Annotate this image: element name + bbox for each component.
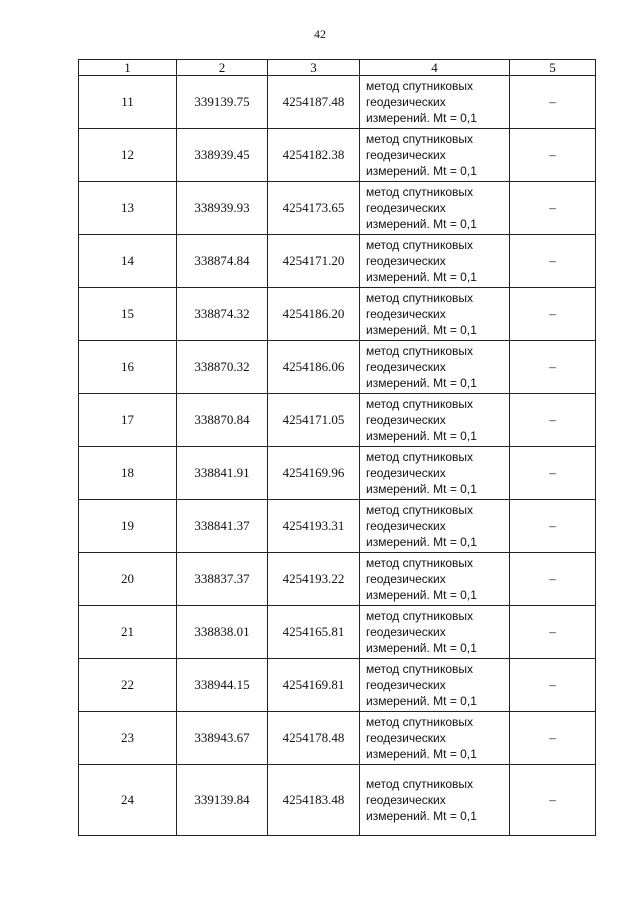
point-number-cell: 15 bbox=[79, 288, 177, 341]
table-row bbox=[79, 76, 596, 129]
table-row bbox=[79, 394, 596, 447]
table-row bbox=[79, 341, 596, 394]
x-coordinate-cell: 338939.93 bbox=[177, 182, 268, 235]
table-header-row bbox=[79, 60, 596, 76]
y-coordinate-cell: 4254186.06 bbox=[268, 341, 360, 394]
method-cell bbox=[360, 712, 510, 765]
x-coordinate-cell: 338939.45 bbox=[177, 129, 268, 182]
method-line: геодезических bbox=[366, 254, 446, 268]
x-coordinate-cell: 338841.37 bbox=[177, 500, 268, 553]
header-col-5: 5 bbox=[510, 60, 596, 76]
method-line: метод спутниковых bbox=[366, 185, 474, 199]
method-cell bbox=[360, 235, 510, 288]
note-cell: – bbox=[510, 235, 596, 288]
y-coordinate-cell: 4254182.38 bbox=[268, 129, 360, 182]
method-line: метод спутниковых bbox=[366, 291, 474, 305]
method-line: измерений. Mt = 0,1 bbox=[366, 270, 477, 284]
point-number-cell: 18 bbox=[79, 447, 177, 500]
method-line: измерений. Mt = 0,1 bbox=[366, 641, 477, 655]
table-row bbox=[79, 447, 596, 500]
table-body bbox=[79, 76, 596, 836]
note-cell: – bbox=[510, 288, 596, 341]
method-line: геодезических bbox=[366, 466, 446, 480]
method-line: метод спутниковых bbox=[366, 503, 474, 517]
table-row bbox=[79, 606, 596, 659]
method-line: измерений. Mt = 0,1 bbox=[366, 482, 477, 496]
method-line: геодезических bbox=[366, 625, 446, 639]
note-cell: – bbox=[510, 659, 596, 712]
x-coordinate-cell: 338870.84 bbox=[177, 394, 268, 447]
note-cell: – bbox=[510, 712, 596, 765]
point-number-cell: 16 bbox=[79, 341, 177, 394]
y-coordinate-cell: 4254165.81 bbox=[268, 606, 360, 659]
page-number: 42 bbox=[314, 27, 326, 41]
point-number-cell: 17 bbox=[79, 394, 177, 447]
method-line: геодезических bbox=[366, 95, 446, 109]
table-row bbox=[79, 659, 596, 712]
point-number-cell: 13 bbox=[79, 182, 177, 235]
table-row bbox=[79, 182, 596, 235]
note-cell: – bbox=[510, 129, 596, 182]
method-line: геодезических bbox=[366, 201, 446, 215]
table-row bbox=[79, 553, 596, 606]
header-col-2: 2 bbox=[177, 60, 268, 76]
method-line: измерений. Mt = 0,1 bbox=[366, 694, 477, 708]
method-line: метод спутниковых bbox=[366, 397, 474, 411]
point-number-cell: 19 bbox=[79, 500, 177, 553]
y-coordinate-cell: 4254187.48 bbox=[268, 76, 360, 129]
x-coordinate-cell: 338943.67 bbox=[177, 712, 268, 765]
y-coordinate-cell: 4254186.20 bbox=[268, 288, 360, 341]
method-line: метод спутниковых bbox=[366, 556, 474, 570]
y-coordinate-cell: 4254173.65 bbox=[268, 182, 360, 235]
y-coordinate-cell: 4254169.96 bbox=[268, 447, 360, 500]
method-line: измерений. Mt = 0,1 bbox=[366, 535, 477, 549]
point-number-cell: 22 bbox=[79, 659, 177, 712]
method-line: измерений. Mt = 0,1 bbox=[366, 217, 477, 231]
method-cell bbox=[360, 76, 510, 129]
y-coordinate-cell: 4254178.48 bbox=[268, 712, 360, 765]
y-coordinate-cell: 4254183.48 bbox=[268, 765, 360, 836]
note-cell: – bbox=[510, 341, 596, 394]
method-line: геодезических bbox=[366, 307, 446, 321]
note-cell: – bbox=[510, 500, 596, 553]
method-cell bbox=[360, 394, 510, 447]
method-line: метод спутниковых bbox=[366, 132, 474, 146]
method-line: метод спутниковых bbox=[366, 344, 474, 358]
method-line: геодезических bbox=[366, 148, 446, 162]
x-coordinate-cell: 338874.84 bbox=[177, 235, 268, 288]
point-number-cell: 20 bbox=[79, 553, 177, 606]
method-line: метод спутниковых bbox=[366, 662, 474, 676]
coordinates-table bbox=[78, 59, 596, 836]
method-line: измерений. Mt = 0,1 bbox=[366, 429, 477, 443]
method-line: измерений. Mt = 0,1 bbox=[366, 376, 477, 390]
note-cell: – bbox=[510, 606, 596, 659]
method-line: геодезических bbox=[366, 572, 446, 586]
method-line: геодезических bbox=[366, 731, 446, 745]
method-line: метод спутниковых bbox=[366, 777, 474, 791]
method-cell bbox=[360, 447, 510, 500]
table-row bbox=[79, 712, 596, 765]
method-line: геодезических bbox=[366, 793, 446, 807]
point-number-cell: 21 bbox=[79, 606, 177, 659]
x-coordinate-cell: 338841.91 bbox=[177, 447, 268, 500]
method-line: метод спутниковых bbox=[366, 79, 474, 93]
method-cell bbox=[360, 288, 510, 341]
x-coordinate-cell: 339139.75 bbox=[177, 76, 268, 129]
point-number-cell: 24 bbox=[79, 765, 177, 836]
point-number-cell: 23 bbox=[79, 712, 177, 765]
method-cell bbox=[360, 659, 510, 712]
method-cell bbox=[360, 553, 510, 606]
table-row bbox=[79, 288, 596, 341]
method-line: измерений. Mt = 0,1 bbox=[366, 809, 477, 823]
point-number-cell: 12 bbox=[79, 129, 177, 182]
method-line: метод спутниковых bbox=[366, 609, 474, 623]
note-cell: – bbox=[510, 553, 596, 606]
method-cell bbox=[360, 182, 510, 235]
note-cell: – bbox=[510, 447, 596, 500]
note-cell: – bbox=[510, 182, 596, 235]
y-coordinate-cell: 4254171.05 bbox=[268, 394, 360, 447]
note-cell: – bbox=[510, 765, 596, 836]
method-cell bbox=[360, 129, 510, 182]
method-line: измерений. Mt = 0,1 bbox=[366, 323, 477, 337]
method-line: геодезических bbox=[366, 519, 446, 533]
method-line: геодезических bbox=[366, 678, 446, 692]
method-line: метод спутниковых bbox=[366, 450, 474, 464]
x-coordinate-cell: 338874.32 bbox=[177, 288, 268, 341]
header-col-3: 3 bbox=[268, 60, 360, 76]
method-line: измерений. Mt = 0,1 bbox=[366, 747, 477, 761]
method-line: измерений. Mt = 0,1 bbox=[366, 588, 477, 602]
method-line: геодезических bbox=[366, 413, 446, 427]
y-coordinate-cell: 4254193.22 bbox=[268, 553, 360, 606]
note-cell: – bbox=[510, 394, 596, 447]
y-coordinate-cell: 4254171.20 bbox=[268, 235, 360, 288]
method-line: измерений. Mt = 0,1 bbox=[366, 164, 477, 178]
x-coordinate-cell: 339139.84 bbox=[177, 765, 268, 836]
x-coordinate-cell: 338837.37 bbox=[177, 553, 268, 606]
table-row bbox=[79, 500, 596, 553]
header-col-1: 1 bbox=[79, 60, 177, 76]
x-coordinate-cell: 338944.15 bbox=[177, 659, 268, 712]
y-coordinate-cell: 4254193.31 bbox=[268, 500, 360, 553]
table-row bbox=[79, 235, 596, 288]
header-col-4: 4 bbox=[360, 60, 510, 76]
x-coordinate-cell: 338870.32 bbox=[177, 341, 268, 394]
method-line: измерений. Mt = 0,1 bbox=[366, 111, 477, 125]
table-row bbox=[79, 129, 596, 182]
point-number-cell: 11 bbox=[79, 76, 177, 129]
method-cell bbox=[360, 341, 510, 394]
note-cell: – bbox=[510, 76, 596, 129]
table-row bbox=[79, 765, 596, 836]
y-coordinate-cell: 4254169.81 bbox=[268, 659, 360, 712]
x-coordinate-cell: 338838.01 bbox=[177, 606, 268, 659]
method-cell bbox=[360, 606, 510, 659]
method-cell bbox=[360, 500, 510, 553]
point-number-cell: 14 bbox=[79, 235, 177, 288]
method-line: метод спутниковых bbox=[366, 238, 474, 252]
method-line: геодезических bbox=[366, 360, 446, 374]
method-cell bbox=[360, 765, 510, 836]
method-line: метод спутниковых bbox=[366, 715, 474, 729]
